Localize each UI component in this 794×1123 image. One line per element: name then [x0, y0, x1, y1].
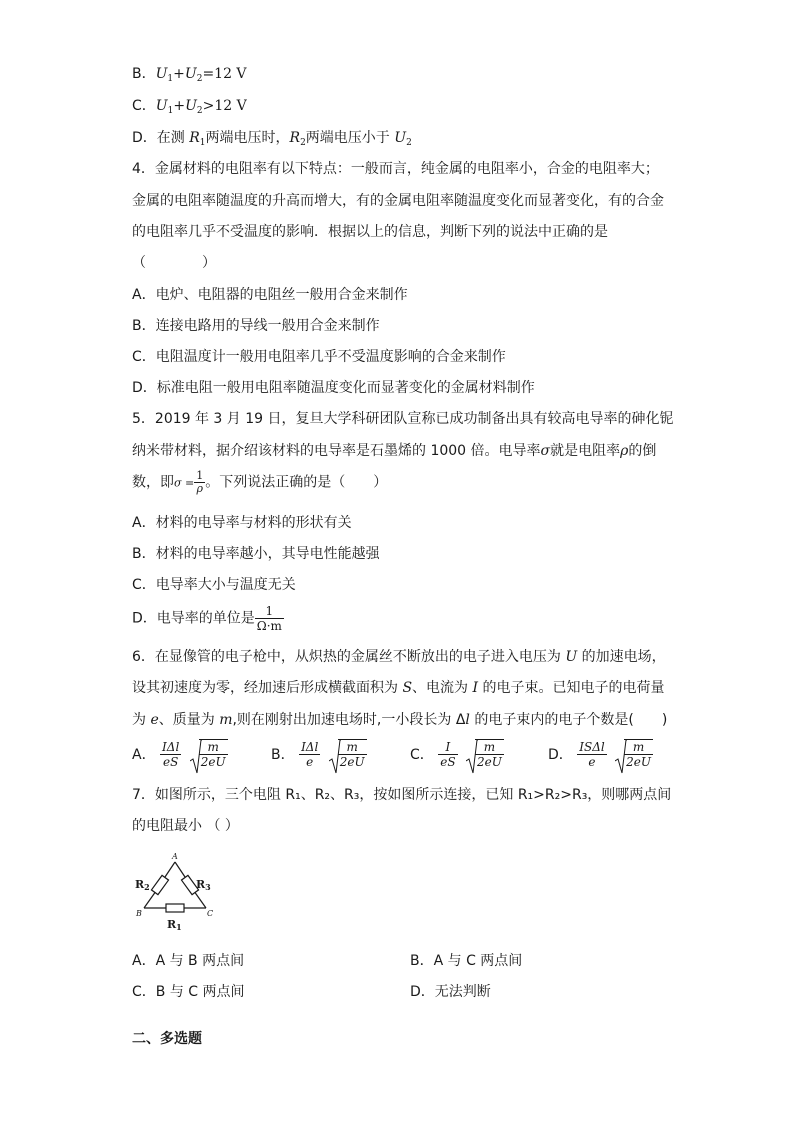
option-label: C．	[132, 98, 156, 114]
wire-r2-b	[144, 893, 155, 909]
text: 两端电压时，	[205, 130, 290, 146]
radicand-fraction	[475, 740, 504, 769]
radicand-fraction	[338, 740, 367, 769]
node-a-label: A	[172, 852, 178, 861]
q4-option-d: D．标准电阻一般用电阻率随温度变化而显著变化的金属材料制作	[132, 380, 535, 396]
plus-sign: +	[173, 66, 185, 82]
subscript: 2	[300, 138, 306, 148]
fraction-denominator: eS	[162, 754, 179, 769]
square-root	[329, 739, 367, 769]
formula-fraction	[577, 740, 606, 769]
radical-sign-icon	[466, 739, 478, 775]
var-u: U	[394, 130, 407, 146]
r-letter: R	[135, 878, 145, 891]
rho-symbol: ρ	[620, 443, 629, 459]
resistor-r2	[151, 875, 168, 894]
fraction-numerator: m	[199, 740, 228, 755]
fraction-numerator: I	[438, 740, 457, 755]
var-l: l	[465, 712, 470, 728]
formula-fraction	[160, 740, 181, 769]
r2-label	[135, 878, 150, 892]
option-label: C．	[410, 747, 434, 763]
fraction-numerator: m	[338, 740, 367, 755]
radical-sign-icon	[615, 739, 627, 775]
unit-fraction	[255, 604, 284, 633]
text: 就是电阻率	[550, 443, 621, 459]
q6-stem-line-3	[132, 710, 667, 730]
var-u: U	[155, 66, 168, 82]
resistor-r1	[166, 904, 184, 912]
resistor-triangle-diagram	[130, 848, 220, 934]
text: ,则在刚射出加速电场时,一小段长为 Δ	[232, 712, 466, 728]
q6-stem-line-1	[132, 647, 666, 667]
inequality-rest: >12 V	[202, 98, 247, 114]
var-u: U	[155, 98, 168, 114]
plus-sign: +	[173, 98, 186, 114]
q7-option-d: D．无法判断	[410, 984, 491, 1000]
wire-a-r2	[165, 862, 175, 877]
square-root	[190, 739, 228, 769]
text: 的电子束。已知电子的电荷量	[478, 680, 665, 696]
q5-stem-line-3	[132, 470, 387, 495]
fraction-numerator: m	[624, 740, 653, 755]
text: 的倒	[628, 443, 657, 459]
fraction-denominator: eS	[440, 754, 456, 769]
subscript: 2	[196, 106, 203, 116]
q4-answer-paren: （ ）	[132, 255, 216, 271]
r-letter: R	[196, 878, 206, 891]
fraction-denominator: e	[588, 754, 596, 769]
var-u: U	[185, 98, 197, 114]
q7-option-c: C．B 与 C 两点间	[132, 984, 245, 1000]
fraction-denominator: Ω·m	[256, 619, 282, 633]
q5-option-d	[132, 604, 284, 633]
q7-stem-line-1: 7．如图所示，三个电阻 R₁、R₂、R₃，按如图所示连接，已知 R₁>R₂>R₃，则哪两点间	[132, 787, 672, 803]
square-root	[466, 739, 504, 769]
var-i: I	[472, 680, 479, 696]
q3-option-c	[132, 96, 247, 116]
q5-option-c: C．电导率大小与温度无关	[132, 577, 296, 593]
q6-option-c	[410, 739, 504, 769]
fraction-numerator: IΔl	[162, 739, 180, 754]
subscript: 1	[167, 74, 174, 84]
var-s: S	[402, 680, 413, 696]
fraction-denominator: 2eU	[200, 755, 226, 769]
var-m: m	[219, 712, 233, 728]
fraction-one-over-rho	[194, 470, 205, 495]
q7-option-a: A．A 与 B 两点间	[132, 953, 245, 969]
text: 6．在显像管的电子枪中，从炽热的金属丝不断放出的电子进入电压为	[132, 649, 566, 665]
q4-stem-line-3: 的电阻率几乎不受温度的影响．根据以上的信息，判断下列的说法中正确的是	[132, 224, 608, 240]
q4-option-a: A．电炉、电阻器的电阻丝一般用合金来制作	[132, 287, 408, 303]
formula-fraction	[438, 740, 457, 769]
q7-option-b: B．A 与 C 两点间	[410, 953, 523, 969]
q4-stem-line-1: 4．金属材料的电阻率有以下特点：一般而言，纯金属的电阻率小，合金的电阻率大；	[132, 161, 659, 177]
q7-stem-line-2: 的电阻最小 （ ）	[132, 818, 239, 834]
q6-option-d	[548, 739, 653, 769]
r-subscript: 3	[205, 882, 211, 892]
text: D．在测	[132, 130, 190, 146]
q4-option-c: C．电阻温度计一般用电阻率几乎不受温度影响的合金来制作	[132, 349, 506, 365]
text: 为	[132, 712, 151, 728]
text: D．电导率的单位是	[132, 610, 255, 627]
wire-a-r3	[175, 862, 185, 877]
sigma-symbol: σ	[540, 443, 551, 459]
var-u: U	[184, 66, 197, 82]
var-e: e	[150, 712, 159, 728]
r3-label	[196, 878, 211, 892]
option-label: B．	[132, 66, 156, 82]
subscript: 1	[199, 138, 206, 148]
q5-option-a: A．材料的电导率与材料的形状有关	[132, 515, 352, 531]
r-subscript: 2	[144, 882, 150, 892]
text: 。下列说法正确的是（ ）	[205, 474, 388, 491]
radical-sign-icon	[190, 739, 202, 775]
fraction-numerator: m	[475, 740, 504, 755]
fraction-numerator: 1	[255, 604, 284, 619]
text: 纳米带材料，据介绍该材料的电导率是石墨烯的 1000 倍。电导率	[132, 443, 541, 459]
q5-stem-line-2	[132, 441, 656, 461]
text: 、质量为	[158, 712, 220, 728]
node-c-label: C	[207, 909, 214, 918]
subscript: 1	[167, 106, 174, 116]
var-u: U	[565, 649, 578, 665]
radical-sign-icon	[329, 739, 341, 775]
r-subscript: 1	[176, 922, 182, 932]
radicand-fraction	[624, 740, 653, 769]
text: 数，即	[132, 474, 174, 491]
q5-option-b: B．材料的电导率越小，其导电性能越强	[132, 546, 380, 562]
q3-option-d	[132, 128, 412, 148]
text: 的电子束内的电子个数是( )	[469, 712, 668, 728]
q6-option-b	[271, 739, 367, 769]
fraction-numerator: 1	[196, 469, 204, 482]
wire-r3-c	[195, 893, 206, 909]
q5-stem-line-1: 5．2019 年 3 月 19 日，复旦大学科研团队宣称已成功制备出具有较高电导率的砷化铌	[132, 411, 674, 427]
fraction-numerator: ISΔl	[579, 739, 605, 754]
section-title: 二、多选题	[132, 1031, 202, 1047]
fraction-denominator: e	[306, 754, 314, 769]
square-root	[615, 739, 653, 769]
option-label: D．	[548, 747, 573, 763]
fraction-denominator: ρ	[196, 482, 203, 495]
text: 的加速电场，	[577, 649, 666, 665]
var-r: R	[289, 130, 301, 146]
subscript: 2	[196, 74, 203, 84]
q4-stem-line-2: 金属的电阻率随温度的升高而增大，有的金属电阻率随温度变化而显著变化，有的合金	[132, 193, 664, 209]
fraction-numerator: IΔl	[301, 739, 319, 754]
text: 两端电压小于	[305, 130, 395, 146]
q6-stem-line-2	[132, 678, 664, 698]
radicand-fraction	[199, 740, 228, 769]
equation-rest: =12 V	[202, 66, 247, 82]
option-label: A．	[132, 747, 156, 763]
text: 、电流为	[412, 680, 473, 696]
sigma-equation: σ =	[174, 476, 195, 490]
subscript: 2	[406, 138, 412, 148]
r1-label	[167, 918, 182, 932]
fraction-denominator: 2eU	[626, 755, 652, 769]
fraction-denominator: 2eU	[339, 755, 365, 769]
formula-fraction	[299, 740, 320, 769]
option-label: B．	[271, 747, 295, 763]
fraction-denominator: 2eU	[477, 755, 502, 769]
q6-option-a	[132, 739, 228, 769]
node-b-label: B	[136, 909, 142, 918]
text: 设其初速度为零，经加速后形成横截面积为	[132, 680, 403, 696]
q4-option-b: B．连接电路用的导线一般用合金来制作	[132, 318, 380, 334]
var-r: R	[189, 130, 200, 146]
r-letter: R	[167, 918, 177, 931]
q3-option-b	[132, 64, 247, 84]
